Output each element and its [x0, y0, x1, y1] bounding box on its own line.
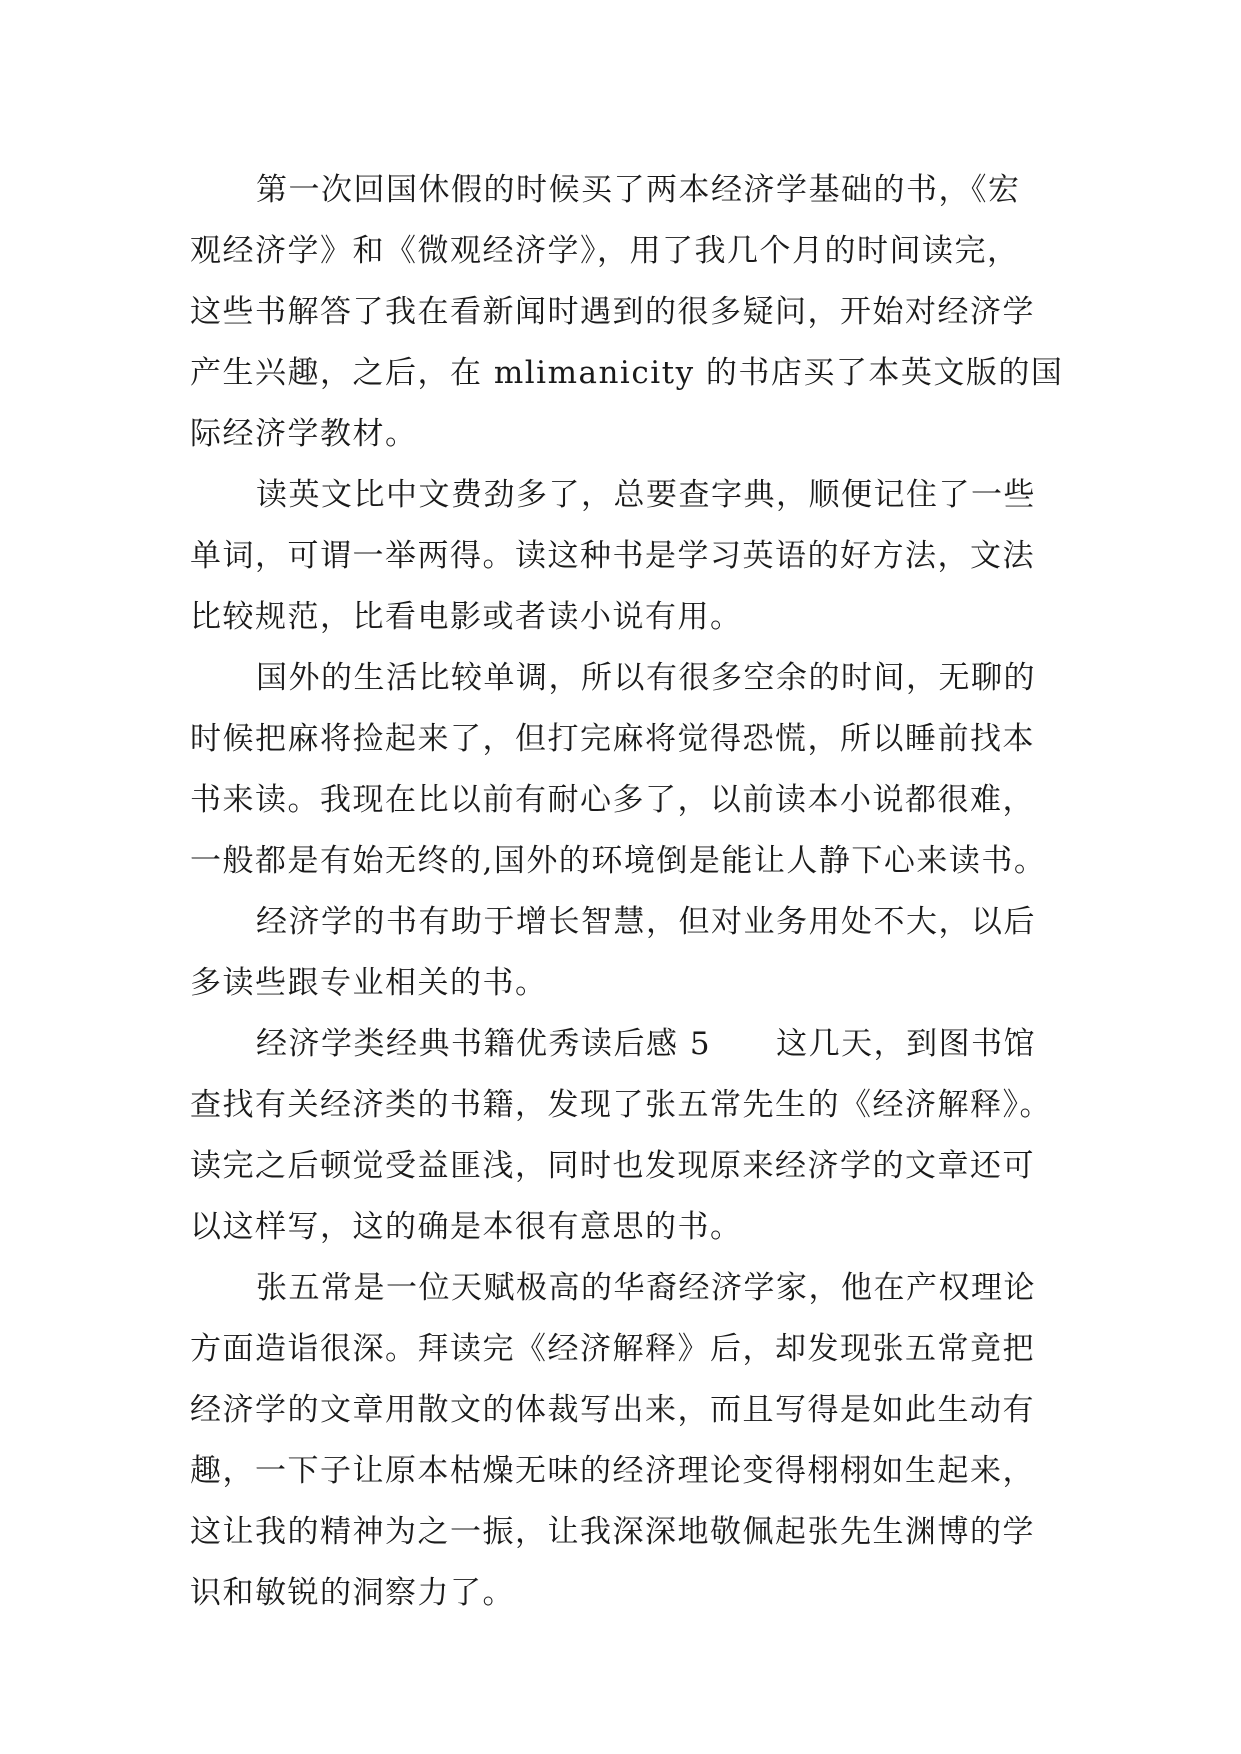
text-line: 以这样写，这的确是本很有意思的书。 — [190, 1209, 743, 1245]
text-line: 趣，一下子让原本枯燥无味的经济理论变得栩栩如生起来， — [190, 1453, 1035, 1489]
text-line: 一般都是有始无终的,国外的环境倒是能让人静下心来读书。 — [190, 843, 1047, 879]
text-line: 时候把麻将捡起来了，但打完麻将觉得恐慌，所以睡前找本 — [190, 721, 1035, 757]
text-line: 读完之后顿觉受益匪浅，同时也发现原来经济学的文章还可 — [190, 1148, 1035, 1184]
text-line: 这些书解答了我在看新闻时遇到的很多疑问，开始对经济学 — [190, 294, 1035, 330]
text-line: 际经济学教材。 — [190, 416, 418, 452]
text-line: 经济学类经典书籍优秀读后感 5 这几天，到图书馆 — [256, 1026, 1037, 1062]
text-line: 方面造诣很深。拜读完《经济解释》后，却发现张五常竟把 — [190, 1331, 1035, 1367]
text-line: 比较规范，比看电影或者读小说有用。 — [190, 599, 743, 635]
text-line: 产生兴趣，之后，在 mlimanicity 的书店买了本英文版的国 — [190, 355, 1064, 391]
text-line: 多读些跟专业相关的书。 — [190, 965, 548, 1001]
text-line: 书来读。我现在比以前有耐心多了，以前读本小说都很难， — [190, 782, 1035, 818]
text-line: 经济学的书有助于增长智慧，但对业务用处不大，以后 — [256, 904, 1036, 940]
text-line: 国外的生活比较单调，所以有很多空余的时间，无聊的 — [256, 660, 1036, 696]
text-line: 这让我的精神为之一振，让我深深地敬佩起张先生渊博的学 — [190, 1514, 1035, 1550]
text-line: 读英文比中文费劲多了，总要查字典，顺便记住了一些 — [256, 477, 1036, 513]
text-line: 单词，可谓一举两得。读这种书是学习英语的好方法，文法 — [190, 538, 1035, 574]
text-line: 识和敏锐的洞察力了。 — [190, 1575, 515, 1611]
text-line: 张五常是一位天赋极高的华裔经济学家，他在产权理论 — [256, 1270, 1036, 1306]
text-line: 经济学的文章用散文的体裁写出来，而且写得是如此生动有 — [190, 1392, 1035, 1428]
text-line: 查找有关经济类的书籍，发现了张五常先生的《经济解释》。 — [190, 1087, 1052, 1123]
text-line: 第一次回国休假的时候买了两本经济学基础的书，《宏 — [256, 172, 1021, 208]
document-body — [190, 160, 1064, 1624]
text-line: 观经济学》和《微观经济学》，用了我几个月的时间读完， — [190, 233, 1020, 269]
